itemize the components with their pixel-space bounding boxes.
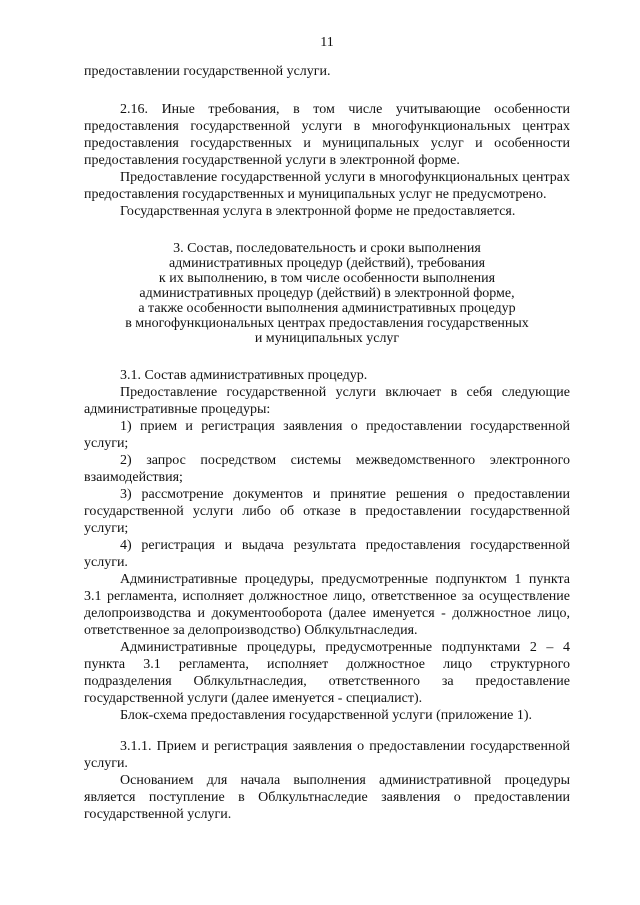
- spacer: [84, 346, 570, 367]
- heading-line: в многофункциональных центрах предоставления государственных: [125, 316, 529, 331]
- spacer: [84, 724, 570, 738]
- page-number: 11: [320, 35, 334, 50]
- paragraph-3-1-1: 3.1.1. Прием и регистрация заявления о предоставлении государственной услуги.: [84, 739, 570, 771]
- paragraph-responsible-clerk: Административные процедуры, предусмотренные подпунктом 1 пункта 3.1 регламента, исполняет должностное лицо, ответственное за осуществление делопроизводства и документооборота (далее именуется - должностное лицо, ответственное за делопроизводство) Облкультнаследия.: [84, 572, 570, 638]
- list-item-1: 1) прием и регистрация заявления о предоставлении государственной услуги;: [84, 419, 570, 451]
- list-item-2: 2) запрос посредством системы межведомственного электронного взаимодействия;: [84, 453, 570, 485]
- heading-line: административных процедур (действий) в электронной форме,: [139, 286, 515, 301]
- heading-line: к их выполнению, в том числе особенности выполнения: [158, 271, 496, 286]
- paragraph-block-scheme: Блок-схема предоставления государственной услуги (приложение 1).: [120, 708, 532, 723]
- paragraph-basis: Основанием для начала выполнения административной процедуры является поступление в Облкультнаследие заявления о предоставлении государственной услуги.: [84, 773, 570, 822]
- heading-line: а также особенности выполнения административных процедур: [138, 301, 516, 316]
- paragraph-electronic: Государственная услуга в электронной форме не предоставляется.: [120, 204, 516, 219]
- spacer: [84, 80, 570, 101]
- list-item-4: 4) регистрация и выдача результата предоставления государственной услуги.: [84, 538, 570, 570]
- paragraph-responsible-specialist: Административные процедуры, предусмотренные подпунктами 2 – 4 пункта 3.1 регламента, исполняет должностное лицо структурного подразделения Облкультнаследия, ответственного за предоставление государственной услуги (далее именуется - специалист).: [84, 640, 570, 706]
- paragraph-procedures-intro: Предоставление государственной услуги включает в себя следующие административные процедуры:: [84, 385, 570, 417]
- paragraph-mfc: Предоставление государственной услуги в многофункциональных центрах предоставления государственных и муниципальных услуг не предусмотрено.: [84, 170, 570, 202]
- paragraph-2-16: 2.16. Иные требования, в том числе учитывающие особенности предоставления государственной услуги в многофункциональных центрах предоставления государственных и муниципальных услуг и особенности предоставления государственной услуги в электронной форме.: [84, 102, 570, 168]
- paragraph-3-1: 3.1. Состав административных процедур.: [120, 368, 368, 383]
- list-item-3: 3) рассмотрение документов и принятие решения о предоставлении государственной услуги либо об отказе в предоставлении государственной услуги;: [84, 487, 570, 536]
- heading-line: 3. Состав, последовательность и сроки выполнения: [173, 241, 481, 256]
- heading-line: административных процедур (действий), требования: [168, 256, 486, 271]
- spacer: [84, 220, 570, 241]
- paragraph-continuation: предоставлении государственной услуги.: [84, 64, 331, 79]
- heading-line: и муниципальных услуг: [254, 331, 400, 346]
- section-3-heading: [84, 241, 570, 346]
